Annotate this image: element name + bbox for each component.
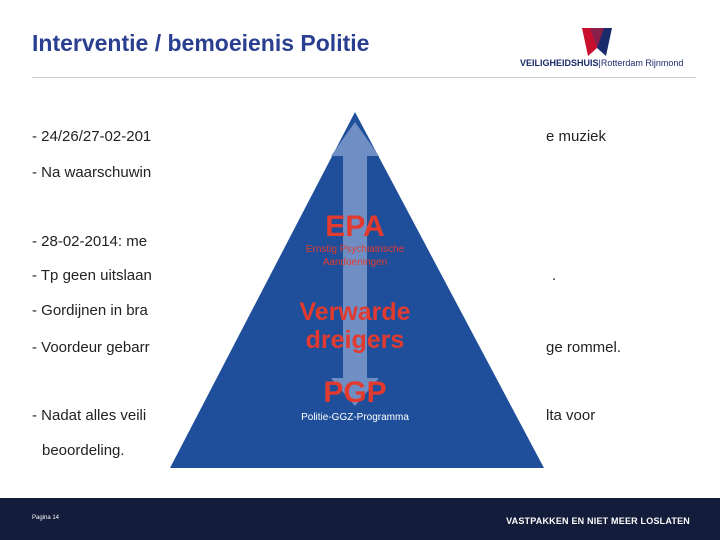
- slide-title: Interventie / bemoeienis Politie: [32, 30, 370, 56]
- page-number: Pagina 14: [32, 515, 60, 521]
- footer-tagline: VASTPAKKEN EN NIET MEER LOSLATEN: [506, 516, 690, 526]
- pyramid-top-sub-2: Aandoeningen: [322, 257, 388, 268]
- pyramid-top-label: EPA: [325, 210, 385, 243]
- bullet-5-left: - Gordijnen in bra: [32, 302, 148, 319]
- bullet-4-right: .: [552, 267, 557, 284]
- bullet-1-right: e muziek: [546, 128, 607, 145]
- bullet-7-right: lta voor: [546, 407, 596, 424]
- logo-name-bold: VEILIGHEIDSHUIS: [520, 58, 599, 68]
- pyramid-bottom-label: PGP: [323, 376, 387, 409]
- veiligheidshuis-logo: [520, 28, 715, 72]
- logo-mark-icon: [582, 28, 612, 56]
- bullet-4-left: - Tp geen uitslaan: [32, 267, 152, 284]
- pyramid-middle-1: Verwarde: [299, 298, 411, 326]
- pyramid-diagram: [168, 108, 546, 470]
- pyramid-arrow-shaft: [343, 144, 367, 392]
- pyramid-bottom-sub: Politie-GGZ-Programma: [301, 412, 409, 423]
- logo-wordmark: [520, 58, 683, 68]
- bullet-3-left: - 28-02-2014: me: [32, 233, 148, 250]
- pyramid-middle-2: dreigers: [305, 326, 405, 354]
- pyramid-arrow-up-icon: [331, 122, 379, 156]
- pyramid-top-sub-1: Ernstig Psychiatrische: [305, 244, 405, 255]
- title-divider: [32, 77, 696, 78]
- bullet-2-left: - Na waarschuwin: [32, 164, 152, 181]
- bullet-8-left: beoordeling.: [42, 442, 125, 459]
- bullet-6-right: ge rommel.: [546, 339, 622, 356]
- logo-name-light: |Rotterdam Rijnmond: [598, 58, 684, 68]
- bullet-7-left: - Nadat alles veili: [32, 407, 147, 424]
- bullet-6-left: - Voordeur gebarr: [32, 339, 150, 356]
- bullet-1-left: - 24/26/27-02-201: [32, 128, 152, 145]
